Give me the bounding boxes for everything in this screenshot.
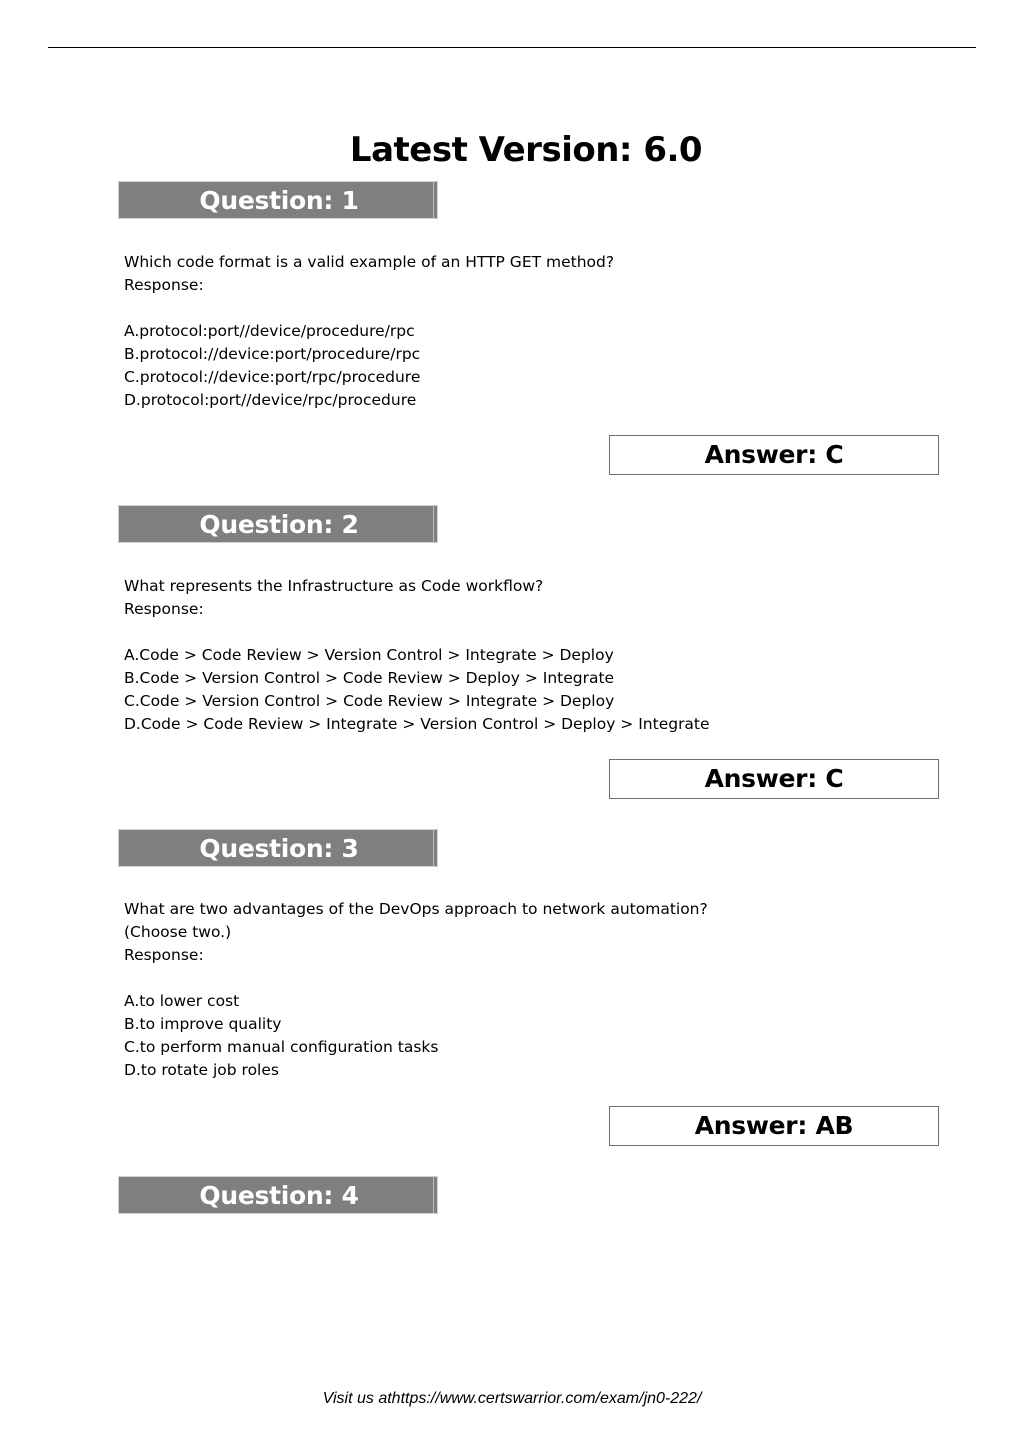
question-1-body bbox=[124, 251, 614, 412]
question-header-label: Question: 2 bbox=[199, 510, 359, 539]
question-2-answer-box bbox=[609, 759, 939, 799]
option-d: D.protocol:port//device/rpc/procedure bbox=[124, 391, 417, 409]
option-d: D.to rotate job roles bbox=[124, 1061, 279, 1079]
response-label: Response: bbox=[124, 600, 204, 618]
response-label: Response: bbox=[124, 276, 204, 294]
question-3-answer-box bbox=[609, 1106, 939, 1146]
question-3-body bbox=[124, 898, 708, 1082]
answer-label: Answer: C bbox=[704, 764, 844, 793]
question-header-label: Question: 3 bbox=[199, 834, 359, 863]
answer-label: Answer: C bbox=[704, 440, 844, 469]
question-2-header bbox=[118, 505, 438, 543]
question-3-header bbox=[118, 829, 438, 867]
response-label: Response: bbox=[124, 946, 204, 964]
option-d: D.Code > Code Review > Integrate > Version Control > Deploy > Integrate bbox=[124, 715, 710, 733]
page-title: Latest Version: 6.0 bbox=[349, 130, 703, 170]
question-header-label: Question: 4 bbox=[199, 1181, 359, 1210]
question-prompt: Which code format is a valid example of an HTTP GET method? bbox=[124, 253, 615, 271]
question-header-label: Question: 1 bbox=[199, 186, 359, 215]
option-a: A.Code > Code Review > Version Control > Integrate > Deploy bbox=[124, 646, 614, 664]
question-prompt: What are two advantages of the DevOps approach to network automation? bbox=[124, 900, 708, 918]
option-b: B.to improve quality bbox=[124, 1015, 282, 1033]
question-1-answer-box bbox=[609, 435, 939, 475]
option-a: A.to lower cost bbox=[124, 992, 240, 1010]
question-4-header bbox=[118, 1176, 438, 1214]
question-1-header bbox=[118, 181, 438, 219]
footer-link-text: Visit us athttps://www.certswarrior.com/exam/jn0-222/ bbox=[322, 1390, 702, 1407]
option-c: C.to perform manual configuration tasks bbox=[124, 1038, 439, 1056]
option-b: B.protocol://device:port/procedure/rpc bbox=[124, 345, 421, 363]
question-prompt-note: (Choose two.) bbox=[124, 923, 232, 941]
question-prompt: What represents the Infrastructure as Code workflow? bbox=[124, 577, 544, 595]
option-c: C.protocol://device:port/rpc/procedure bbox=[124, 368, 421, 386]
question-2-body bbox=[124, 575, 710, 736]
option-a: A.protocol:port//device/procedure/rpc bbox=[124, 322, 415, 340]
option-b: B.Code > Version Control > Code Review > Deploy > Integrate bbox=[124, 669, 615, 687]
option-c: C.Code > Version Control > Code Review > Integrate > Deploy bbox=[124, 692, 615, 710]
answer-label: Answer: AB bbox=[694, 1111, 854, 1140]
top-rule bbox=[48, 47, 976, 48]
